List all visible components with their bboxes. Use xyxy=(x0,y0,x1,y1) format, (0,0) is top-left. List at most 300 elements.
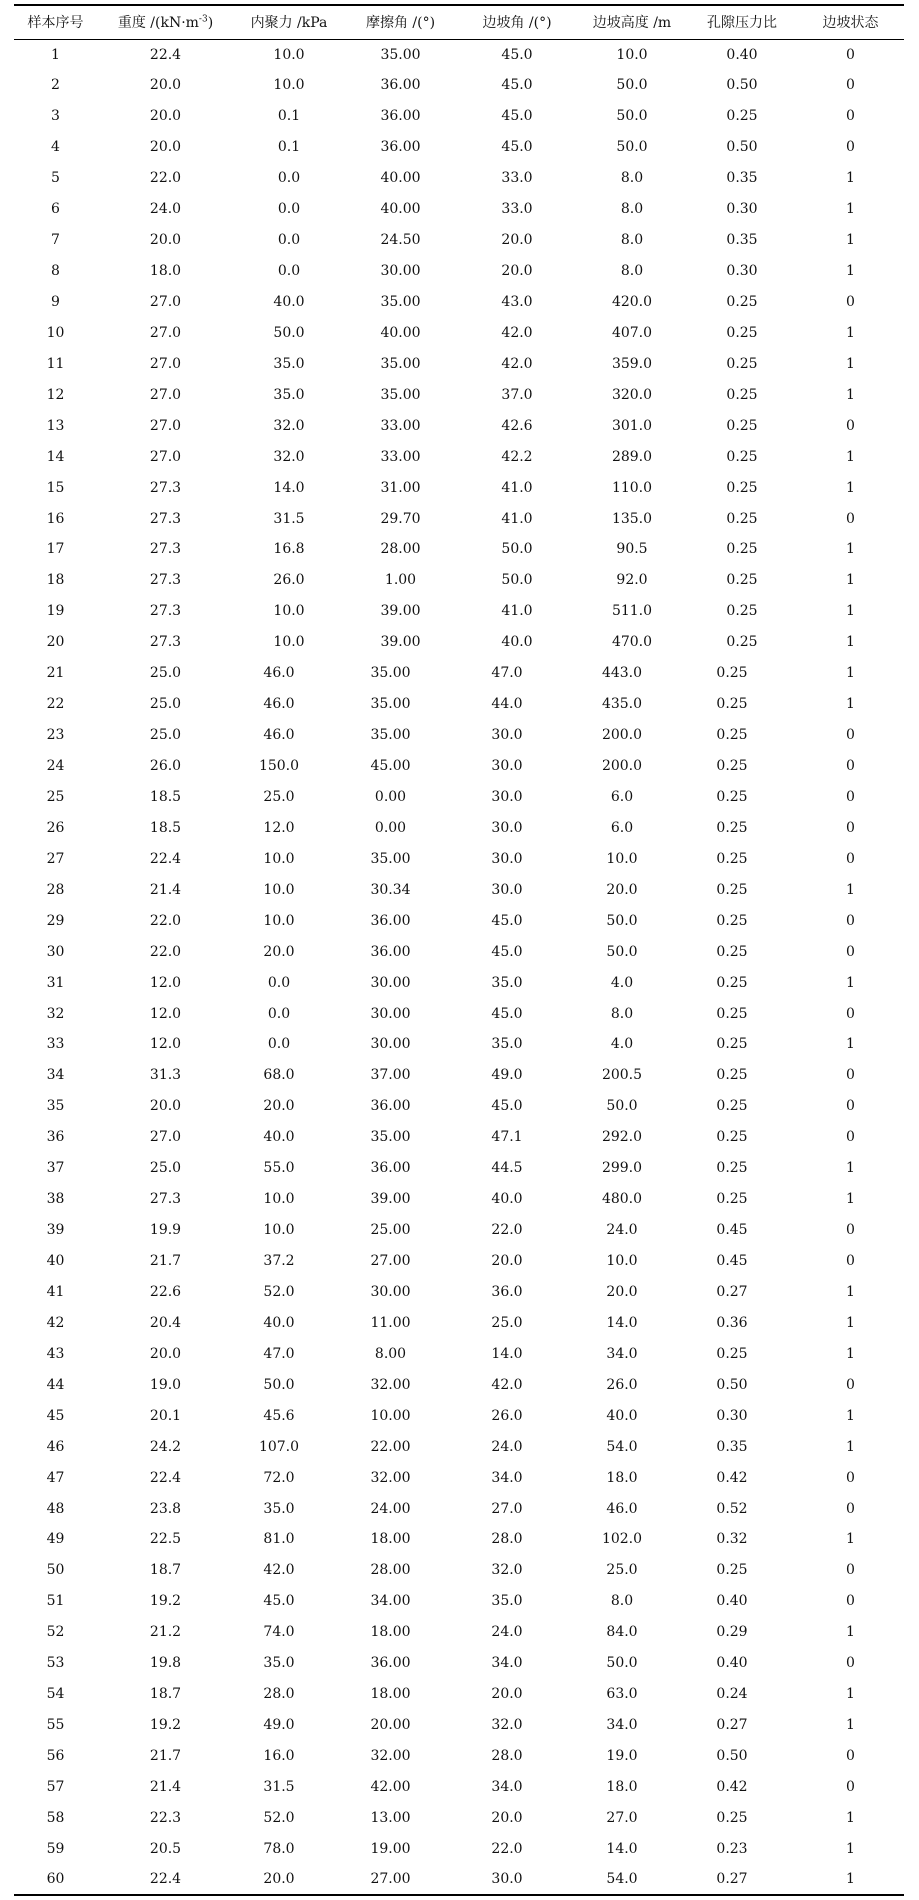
cell-pore-pressure-ratio: 0.25 xyxy=(726,572,758,589)
table-row xyxy=(14,194,904,225)
cell-sample-no: 14 xyxy=(46,448,65,465)
cell-unit-weight: 20.5 xyxy=(149,1840,182,1857)
cell-sample-no: 42 xyxy=(46,1314,65,1331)
cell-slope-status: 0 xyxy=(846,1098,855,1115)
cell-pore-pressure-ratio: 0.25 xyxy=(716,665,748,682)
cell-unit-weight: 22.5 xyxy=(149,1531,182,1548)
cell-cohesion: 10.0 xyxy=(263,850,295,867)
cell-cohesion: 0.0 xyxy=(267,1005,291,1022)
cell-sample-no: 25 xyxy=(46,788,65,805)
table-row xyxy=(14,967,904,998)
cell-slope-angle: 47.1 xyxy=(491,1129,523,1146)
cell-slope-height: 320.0 xyxy=(611,386,653,403)
cell-cohesion: 0.0 xyxy=(277,263,301,280)
cell-friction-angle: 0.00 xyxy=(374,819,407,836)
cell-friction-angle: 36.00 xyxy=(380,139,421,156)
cell-slope-height: 102.0 xyxy=(601,1531,643,1548)
cell-pore-pressure-ratio: 0.25 xyxy=(716,758,748,775)
cell-friction-angle: 35.00 xyxy=(380,355,421,372)
cell-slope-status: 0 xyxy=(846,1376,855,1393)
cell-slope-angle: 30.0 xyxy=(491,788,523,805)
cell-slope-height: 10.0 xyxy=(606,1253,638,1270)
cell-unit-weight: 31.3 xyxy=(149,1067,182,1084)
slope-sample-table xyxy=(14,4,904,1896)
cell-unit-weight: 21.7 xyxy=(149,1748,182,1765)
cell-cohesion: 10.0 xyxy=(263,1222,295,1239)
cell-unit-weight: 22.4 xyxy=(149,46,182,63)
cell-unit-weight: 27.0 xyxy=(149,448,182,465)
table-row xyxy=(14,1802,904,1833)
cell-unit-weight: 21.7 xyxy=(149,1253,182,1270)
cell-pore-pressure-ratio: 0.27 xyxy=(716,1717,748,1734)
cell-slope-angle: 20.0 xyxy=(491,1809,523,1826)
table-row xyxy=(14,1617,904,1648)
cell-slope-status: 1 xyxy=(846,541,855,558)
cell-cohesion: 20.0 xyxy=(263,943,295,960)
cell-cohesion: 35.0 xyxy=(273,355,305,372)
cell-friction-angle: 10.00 xyxy=(370,1407,411,1424)
cell-cohesion: 0.1 xyxy=(277,139,301,156)
cell-unit-weight: 18.7 xyxy=(149,1686,182,1703)
cell-slope-angle: 49.0 xyxy=(491,1067,523,1084)
cell-slope-status: 1 xyxy=(846,1686,855,1703)
cell-slope-height: 50.0 xyxy=(606,943,638,960)
cell-sample-no: 47 xyxy=(46,1469,65,1486)
cell-slope-status: 1 xyxy=(846,1624,855,1641)
cell-unit-weight: 19.0 xyxy=(149,1376,182,1393)
cell-slope-status: 1 xyxy=(846,201,855,218)
cell-slope-height: 14.0 xyxy=(606,1314,638,1331)
cell-pore-pressure-ratio: 0.25 xyxy=(726,448,758,465)
header-row xyxy=(14,5,904,39)
cell-sample-no: 9 xyxy=(51,293,60,310)
cell-sample-no: 17 xyxy=(46,541,65,558)
table-row xyxy=(14,256,904,287)
cell-slope-angle: 27.0 xyxy=(491,1500,523,1517)
cell-pore-pressure-ratio: 0.25 xyxy=(716,1562,748,1579)
cell-slope-angle: 41.0 xyxy=(501,479,533,496)
cell-sample-no: 28 xyxy=(46,881,65,898)
cell-sample-no: 24 xyxy=(46,758,65,775)
cell-friction-angle: 36.00 xyxy=(370,1098,411,1115)
cell-slope-height: 110.0 xyxy=(611,479,653,496)
cell-pore-pressure-ratio: 0.24 xyxy=(716,1686,748,1703)
cell-pore-pressure-ratio: 0.50 xyxy=(726,77,758,94)
cell-pore-pressure-ratio: 0.25 xyxy=(726,479,758,496)
table-row xyxy=(14,503,904,534)
table-row xyxy=(14,1215,904,1246)
cell-slope-status: 1 xyxy=(846,1438,855,1455)
cell-sample-no: 53 xyxy=(46,1655,65,1672)
cell-friction-angle: 8.00 xyxy=(374,1345,407,1362)
cell-unit-weight: 20.0 xyxy=(149,1345,182,1362)
cell-slope-angle: 43.0 xyxy=(501,293,533,310)
cell-friction-angle: 35.00 xyxy=(370,665,411,682)
cell-slope-status: 0 xyxy=(846,727,855,744)
table-row xyxy=(14,1772,904,1803)
table-row xyxy=(14,1741,904,1772)
cell-cohesion: 46.0 xyxy=(263,696,295,713)
cell-slope-angle: 45.0 xyxy=(491,943,523,960)
cell-cohesion: 10.0 xyxy=(273,634,305,651)
cell-unit-weight: 18.0 xyxy=(149,263,182,280)
table-body xyxy=(14,39,904,1895)
cell-friction-angle: 18.00 xyxy=(370,1531,411,1548)
table-row xyxy=(14,317,904,348)
cell-pore-pressure-ratio: 0.25 xyxy=(716,788,748,805)
cell-pore-pressure-ratio: 0.25 xyxy=(716,1098,748,1115)
table-header xyxy=(14,5,904,39)
cell-pore-pressure-ratio: 0.40 xyxy=(716,1593,748,1610)
cell-slope-status: 0 xyxy=(846,1005,855,1022)
cell-unit-weight: 27.3 xyxy=(149,510,182,527)
cell-sample-no: 23 xyxy=(46,727,65,744)
cell-pore-pressure-ratio: 0.25 xyxy=(716,974,748,991)
cell-slope-angle: 20.0 xyxy=(501,232,533,249)
cell-pore-pressure-ratio: 0.25 xyxy=(716,1005,748,1022)
cell-slope-status: 1 xyxy=(846,1283,855,1300)
cell-sample-no: 55 xyxy=(46,1717,65,1734)
cell-friction-angle: 45.00 xyxy=(370,758,411,775)
cell-unit-weight: 27.0 xyxy=(149,386,182,403)
cell-friction-angle: 30.00 xyxy=(370,1283,411,1300)
cell-slope-status: 0 xyxy=(846,1500,855,1517)
cell-cohesion: 37.2 xyxy=(263,1253,295,1270)
cell-slope-status: 1 xyxy=(846,603,855,620)
cell-cohesion: 0.0 xyxy=(277,201,301,218)
table-row xyxy=(14,1431,904,1462)
cell-friction-angle: 36.00 xyxy=(380,77,421,94)
cell-slope-angle: 28.0 xyxy=(491,1748,523,1765)
cell-unit-weight: 12.0 xyxy=(149,974,182,991)
table-row xyxy=(14,1153,904,1184)
cell-sample-no: 51 xyxy=(46,1593,65,1610)
cell-slope-status: 1 xyxy=(846,232,855,249)
table-row xyxy=(14,1400,904,1431)
table-row xyxy=(14,441,904,472)
table-row xyxy=(14,874,904,905)
cell-pore-pressure-ratio: 0.25 xyxy=(726,510,758,527)
cell-friction-angle: 28.00 xyxy=(380,541,421,558)
cell-sample-no: 34 xyxy=(46,1067,65,1084)
cell-friction-angle: 42.00 xyxy=(370,1778,411,1795)
cell-sample-no: 57 xyxy=(46,1778,65,1795)
cell-slope-height: 299.0 xyxy=(601,1160,643,1177)
cell-slope-height: 40.0 xyxy=(606,1407,638,1424)
cell-slope-height: 20.0 xyxy=(606,881,638,898)
cell-pore-pressure-ratio: 0.25 xyxy=(726,324,758,341)
cell-sample-no: 1 xyxy=(51,46,60,63)
cell-sample-no: 4 xyxy=(51,139,60,156)
cell-unit-weight: 21.2 xyxy=(149,1624,182,1641)
table-row xyxy=(14,1586,904,1617)
cell-cohesion: 14.0 xyxy=(273,479,305,496)
cell-slope-angle: 20.0 xyxy=(491,1253,523,1270)
cell-sample-no: 49 xyxy=(46,1531,65,1548)
table-row xyxy=(14,534,904,565)
cell-cohesion: 49.0 xyxy=(263,1717,295,1734)
cell-pore-pressure-ratio: 0.27 xyxy=(716,1871,748,1888)
cell-friction-angle: 40.00 xyxy=(380,170,421,187)
cell-friction-angle: 30.00 xyxy=(380,263,421,280)
header-unit-weight xyxy=(97,5,234,39)
cell-friction-angle: 19.00 xyxy=(370,1840,411,1857)
cell-slope-status: 0 xyxy=(846,46,855,63)
cell-unit-weight: 22.4 xyxy=(149,1469,182,1486)
cell-slope-status: 0 xyxy=(846,819,855,836)
cell-cohesion: 35.0 xyxy=(263,1655,295,1672)
cell-slope-angle: 36.0 xyxy=(491,1283,523,1300)
cell-unit-weight: 20.0 xyxy=(149,77,182,94)
cell-friction-angle: 30.34 xyxy=(370,881,411,898)
cell-slope-angle: 42.0 xyxy=(491,1376,523,1393)
cell-friction-angle: 27.00 xyxy=(370,1871,411,1888)
table-row xyxy=(14,1029,904,1060)
cell-friction-angle: 35.00 xyxy=(370,850,411,867)
cell-pore-pressure-ratio: 0.25 xyxy=(726,541,758,558)
cell-cohesion: 31.5 xyxy=(273,510,305,527)
cell-sample-no: 5 xyxy=(51,170,60,187)
cell-slope-height: 6.0 xyxy=(610,788,634,805)
cell-pore-pressure-ratio: 0.52 xyxy=(716,1500,748,1517)
cell-slope-height: 480.0 xyxy=(601,1191,643,1208)
cell-slope-status: 1 xyxy=(846,665,855,682)
cell-pore-pressure-ratio: 0.25 xyxy=(726,603,758,620)
cell-sample-no: 36 xyxy=(46,1129,65,1146)
cell-sample-no: 8 xyxy=(51,263,60,280)
table-row xyxy=(14,287,904,318)
cell-sample-no: 52 xyxy=(46,1624,65,1641)
cell-pore-pressure-ratio: 0.25 xyxy=(716,1345,748,1362)
cell-slope-status: 1 xyxy=(846,1345,855,1362)
cell-pore-pressure-ratio: 0.30 xyxy=(726,263,758,280)
cell-sample-no: 31 xyxy=(46,974,65,991)
cell-sample-no: 7 xyxy=(51,232,60,249)
cell-slope-angle: 42.0 xyxy=(501,324,533,341)
cell-sample-no: 48 xyxy=(46,1500,65,1517)
cell-cohesion: 46.0 xyxy=(263,727,295,744)
cell-sample-no: 22 xyxy=(46,696,65,713)
cell-slope-angle: 30.0 xyxy=(491,727,523,744)
cell-slope-status: 1 xyxy=(846,386,855,403)
cell-slope-height: 292.0 xyxy=(601,1129,643,1146)
cell-slope-height: 24.0 xyxy=(606,1222,638,1239)
cell-slope-angle: 35.0 xyxy=(491,974,523,991)
cell-slope-angle: 30.0 xyxy=(491,758,523,775)
cell-friction-angle: 28.00 xyxy=(370,1562,411,1579)
table-row xyxy=(14,1307,904,1338)
cell-pore-pressure-ratio: 0.35 xyxy=(726,232,758,249)
cell-slope-angle: 30.0 xyxy=(491,850,523,867)
header-cohesion: 内聚力 /kPa xyxy=(250,15,328,32)
cell-friction-angle: 33.00 xyxy=(380,417,421,434)
cell-sample-no: 40 xyxy=(46,1253,65,1270)
cell-pore-pressure-ratio: 0.40 xyxy=(726,46,758,63)
cell-unit-weight: 25.0 xyxy=(149,1160,182,1177)
cell-cohesion: 107.0 xyxy=(258,1438,300,1455)
cell-sample-no: 59 xyxy=(46,1840,65,1857)
cell-cohesion: 28.0 xyxy=(263,1686,295,1703)
cell-unit-weight: 21.4 xyxy=(149,1778,182,1795)
cell-slope-status: 0 xyxy=(846,108,855,125)
cell-cohesion: 81.0 xyxy=(263,1531,295,1548)
cell-slope-height: 420.0 xyxy=(611,293,653,310)
cell-slope-status: 1 xyxy=(846,572,855,589)
cell-sample-no: 6 xyxy=(51,201,60,218)
cell-friction-angle: 30.00 xyxy=(370,974,411,991)
cell-slope-status: 0 xyxy=(846,1253,855,1270)
header-pore-pressure-ratio: 孔隙压力比 xyxy=(707,15,777,32)
cell-slope-height: 92.0 xyxy=(616,572,648,589)
cell-cohesion: 31.5 xyxy=(263,1778,295,1795)
cell-slope-height: 8.0 xyxy=(620,232,644,249)
cell-unit-weight: 27.3 xyxy=(149,541,182,558)
cell-unit-weight: 27.0 xyxy=(149,1129,182,1146)
cell-cohesion: 10.0 xyxy=(263,881,295,898)
cell-slope-height: 200.0 xyxy=(601,758,643,775)
cell-unit-weight: 27.0 xyxy=(149,293,182,310)
cell-slope-angle: 41.0 xyxy=(501,510,533,527)
table-row xyxy=(14,1679,904,1710)
table-row xyxy=(14,1493,904,1524)
cell-slope-status: 1 xyxy=(846,170,855,187)
header-unit-weight-close: ) xyxy=(207,15,214,32)
cell-slope-height: 50.0 xyxy=(616,77,648,94)
cell-slope-height: 18.0 xyxy=(606,1778,638,1795)
cell-slope-status: 1 xyxy=(846,1840,855,1857)
cell-friction-angle: 32.00 xyxy=(370,1376,411,1393)
cell-sample-no: 58 xyxy=(46,1809,65,1826)
cell-friction-angle: 35.00 xyxy=(380,293,421,310)
cell-friction-angle: 31.00 xyxy=(380,479,421,496)
cell-slope-angle: 42.2 xyxy=(501,448,533,465)
cell-slope-height: 4.0 xyxy=(610,974,634,991)
cell-unit-weight: 20.0 xyxy=(149,108,182,125)
table-row xyxy=(14,936,904,967)
cell-slope-height: 8.0 xyxy=(610,1005,634,1022)
cell-slope-angle: 32.0 xyxy=(491,1562,523,1579)
cell-unit-weight: 19.8 xyxy=(149,1655,182,1672)
cell-friction-angle: 32.00 xyxy=(370,1469,411,1486)
cell-pore-pressure-ratio: 0.25 xyxy=(716,1036,748,1053)
cell-unit-weight: 27.3 xyxy=(149,479,182,496)
cell-friction-angle: 29.70 xyxy=(380,510,421,527)
cell-cohesion: 72.0 xyxy=(263,1469,295,1486)
cell-pore-pressure-ratio: 0.29 xyxy=(716,1624,748,1641)
cell-unit-weight: 26.0 xyxy=(149,758,182,775)
cell-slope-angle: 28.0 xyxy=(491,1531,523,1548)
cell-slope-status: 0 xyxy=(846,1655,855,1672)
cell-cohesion: 40.0 xyxy=(273,293,305,310)
cell-cohesion: 20.0 xyxy=(263,1098,295,1115)
cell-friction-angle: 18.00 xyxy=(370,1686,411,1703)
cell-slope-height: 511.0 xyxy=(611,603,653,620)
cell-unit-weight: 22.0 xyxy=(149,912,182,929)
cell-sample-no: 13 xyxy=(46,417,65,434)
cell-slope-status: 0 xyxy=(846,1469,855,1486)
cell-slope-angle: 50.0 xyxy=(501,572,533,589)
table-row xyxy=(14,379,904,410)
cell-slope-height: 443.0 xyxy=(601,665,643,682)
cell-friction-angle: 35.00 xyxy=(380,46,421,63)
cell-slope-angle: 25.0 xyxy=(491,1314,523,1331)
cell-pore-pressure-ratio: 0.50 xyxy=(716,1376,748,1393)
cell-cohesion: 50.0 xyxy=(263,1376,295,1393)
cell-pore-pressure-ratio: 0.25 xyxy=(716,1067,748,1084)
cell-slope-status: 1 xyxy=(846,1191,855,1208)
cell-cohesion: 32.0 xyxy=(273,417,305,434)
cell-slope-angle: 37.0 xyxy=(501,386,533,403)
cell-unit-weight: 22.3 xyxy=(149,1809,182,1826)
cell-cohesion: 40.0 xyxy=(263,1129,295,1146)
table-row xyxy=(14,1091,904,1122)
cell-slope-height: 50.0 xyxy=(606,1098,638,1115)
cell-cohesion: 0.0 xyxy=(267,974,291,991)
cell-slope-angle: 44.5 xyxy=(491,1160,523,1177)
cell-unit-weight: 20.0 xyxy=(149,232,182,249)
cell-friction-angle: 0.00 xyxy=(374,788,407,805)
cell-cohesion: 50.0 xyxy=(273,324,305,341)
cell-friction-angle: 36.00 xyxy=(370,1655,411,1672)
header-slope-angle: 边坡角 /(°) xyxy=(482,15,552,32)
cell-slope-angle: 45.0 xyxy=(501,77,533,94)
cell-unit-weight: 24.2 xyxy=(149,1438,182,1455)
cell-sample-no: 12 xyxy=(46,386,65,403)
cell-friction-angle: 33.00 xyxy=(380,448,421,465)
cell-cohesion: 55.0 xyxy=(263,1160,295,1177)
table-row xyxy=(14,1060,904,1091)
cell-unit-weight: 18.5 xyxy=(149,819,182,836)
cell-slope-height: 14.0 xyxy=(606,1840,638,1857)
cell-slope-height: 50.0 xyxy=(606,1655,638,1672)
cell-slope-height: 34.0 xyxy=(606,1345,638,1362)
cell-slope-height: 50.0 xyxy=(606,912,638,929)
cell-slope-status: 1 xyxy=(846,881,855,898)
cell-friction-angle: 35.00 xyxy=(370,696,411,713)
cell-pore-pressure-ratio: 0.25 xyxy=(726,417,758,434)
cell-slope-angle: 14.0 xyxy=(491,1345,523,1362)
table-row xyxy=(14,812,904,843)
cell-slope-angle: 35.0 xyxy=(491,1593,523,1610)
cell-unit-weight: 27.3 xyxy=(149,1191,182,1208)
cell-slope-height: 8.0 xyxy=(610,1593,634,1610)
cell-slope-status: 0 xyxy=(846,1748,855,1765)
cell-cohesion: 10.0 xyxy=(263,912,295,929)
cell-sample-no: 16 xyxy=(46,510,65,527)
table-row xyxy=(14,627,904,658)
cell-friction-angle: 40.00 xyxy=(380,324,421,341)
cell-slope-height: 63.0 xyxy=(606,1686,638,1703)
cell-slope-status: 1 xyxy=(846,448,855,465)
table-row xyxy=(14,1524,904,1555)
cell-slope-angle: 34.0 xyxy=(491,1778,523,1795)
cell-slope-height: 46.0 xyxy=(606,1500,638,1517)
cell-slope-height: 8.0 xyxy=(620,201,644,218)
table-row xyxy=(14,348,904,379)
cell-slope-angle: 30.0 xyxy=(491,881,523,898)
cell-friction-angle: 22.00 xyxy=(370,1438,411,1455)
cell-cohesion: 10.0 xyxy=(273,46,305,63)
cell-slope-height: 50.0 xyxy=(616,108,648,125)
cell-unit-weight: 21.4 xyxy=(149,881,182,898)
cell-sample-no: 21 xyxy=(46,665,65,682)
cell-cohesion: 25.0 xyxy=(263,788,295,805)
cell-slope-status: 1 xyxy=(846,324,855,341)
cell-unit-weight: 22.0 xyxy=(149,170,182,187)
cell-slope-height: 4.0 xyxy=(610,1036,634,1053)
cell-slope-angle: 22.0 xyxy=(491,1840,523,1857)
cell-pore-pressure-ratio: 0.25 xyxy=(726,293,758,310)
